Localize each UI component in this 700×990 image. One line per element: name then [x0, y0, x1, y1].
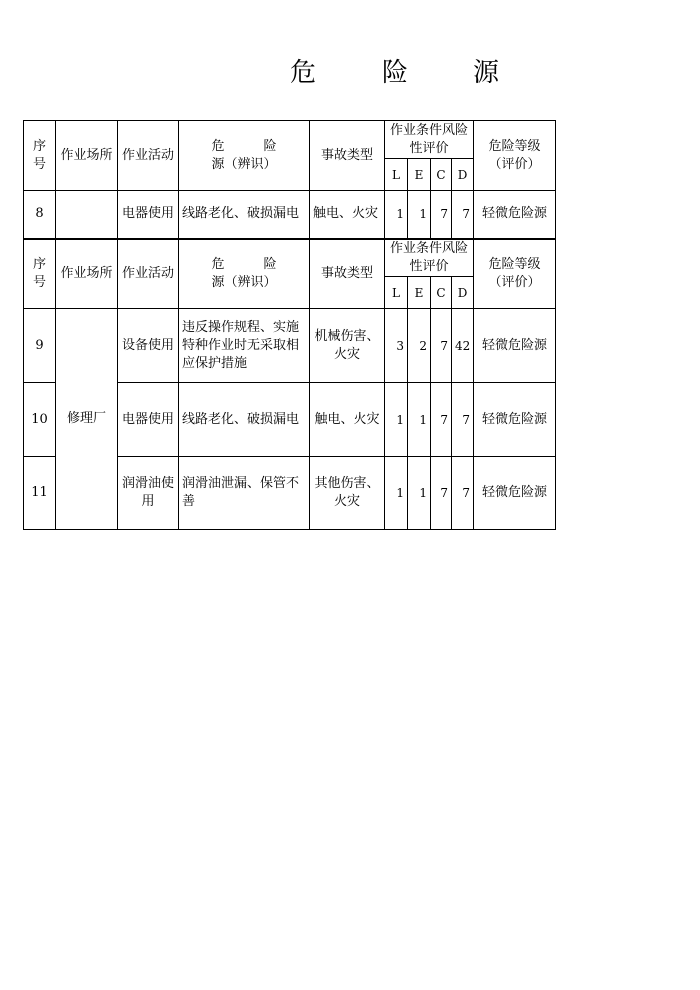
- header-level: 危险等级（评价）: [474, 239, 556, 309]
- cell-activity: 润滑油使用: [118, 457, 179, 530]
- cell-D: 7: [452, 191, 474, 239]
- header-risk-group: 作业条件风险性评价: [385, 239, 474, 277]
- cell-accident: 机械伤害、火灾: [310, 309, 385, 383]
- cell-C: 7: [431, 309, 452, 383]
- cell-accident: 触电、火灾: [310, 191, 385, 239]
- header-place: 作业场所: [56, 121, 118, 191]
- cell-activity: 设备使用: [118, 309, 179, 383]
- cell-E: 1: [408, 383, 431, 457]
- header-C: C: [431, 277, 452, 309]
- cell-D: 7: [452, 457, 474, 530]
- header-L: L: [385, 277, 408, 309]
- header-risk-group: 作业条件风险性评价: [385, 121, 474, 159]
- header-activity: 作业活动: [118, 121, 179, 191]
- header-accident: 事故类型: [310, 121, 385, 191]
- cell-seq: 10: [24, 383, 56, 457]
- cell-D: 7: [452, 383, 474, 457]
- cell-L: 1: [385, 191, 408, 239]
- cell-hazard: 润滑油泄漏、保管不善: [179, 457, 310, 530]
- header-seq: 序号: [24, 121, 56, 191]
- header-activity: 作业活动: [118, 239, 179, 309]
- cell-L: 1: [385, 457, 408, 530]
- cell-place-merged: 修理厂: [56, 309, 118, 530]
- cell-D: 42: [452, 309, 474, 383]
- header-D: D: [452, 159, 474, 191]
- header-seq: 序号: [24, 239, 56, 309]
- header-hazard: 危 险 源（辨识）: [179, 239, 310, 309]
- header-C: C: [431, 159, 452, 191]
- cell-seq: 8: [24, 191, 56, 239]
- cell-L: 1: [385, 383, 408, 457]
- cell-E: 1: [408, 191, 431, 239]
- hazard-table: [23, 120, 556, 530]
- cell-accident: 其他伤害、火灾: [310, 457, 385, 530]
- cell-level: 轻微危险源: [474, 309, 556, 383]
- header-accident: 事故类型: [310, 239, 385, 309]
- header-E: E: [408, 277, 431, 309]
- cell-activity: 电器使用: [118, 191, 179, 239]
- title-char: 险: [382, 58, 409, 88]
- cell-C: 7: [431, 457, 452, 530]
- cell-hazard: 线路老化、破损漏电: [179, 383, 310, 457]
- cell-seq: 11: [24, 457, 56, 530]
- cell-hazard: 线路老化、破损漏电: [179, 191, 310, 239]
- title-char: 危: [290, 58, 317, 88]
- header-place: 作业场所: [56, 239, 118, 309]
- cell-hazard: 违反操作规程、实施特种作业时无采取相应保护措施: [179, 309, 310, 383]
- title-char: 源: [473, 58, 500, 88]
- cell-C: 7: [431, 191, 452, 239]
- header-L: L: [385, 159, 408, 191]
- cell-L: 3: [385, 309, 408, 383]
- cell-E: 2: [408, 309, 431, 383]
- cell-activity: 电器使用: [118, 383, 179, 457]
- cell-level: 轻微危险源: [474, 457, 556, 530]
- cell-accident: 触电、火灾: [310, 383, 385, 457]
- cell-seq: 9: [24, 309, 56, 383]
- cell-level: 轻微危险源: [474, 383, 556, 457]
- header-D: D: [452, 277, 474, 309]
- table-row: [24, 309, 556, 383]
- header-E: E: [408, 159, 431, 191]
- table-row: [24, 191, 556, 239]
- cell-place: [56, 191, 118, 239]
- header-level: 危险等级（评价）: [474, 121, 556, 191]
- cell-C: 7: [431, 383, 452, 457]
- cell-level: 轻微危险源: [474, 191, 556, 239]
- header-hazard: 危 险 源（辨识）: [179, 121, 310, 191]
- cell-E: 1: [408, 457, 431, 530]
